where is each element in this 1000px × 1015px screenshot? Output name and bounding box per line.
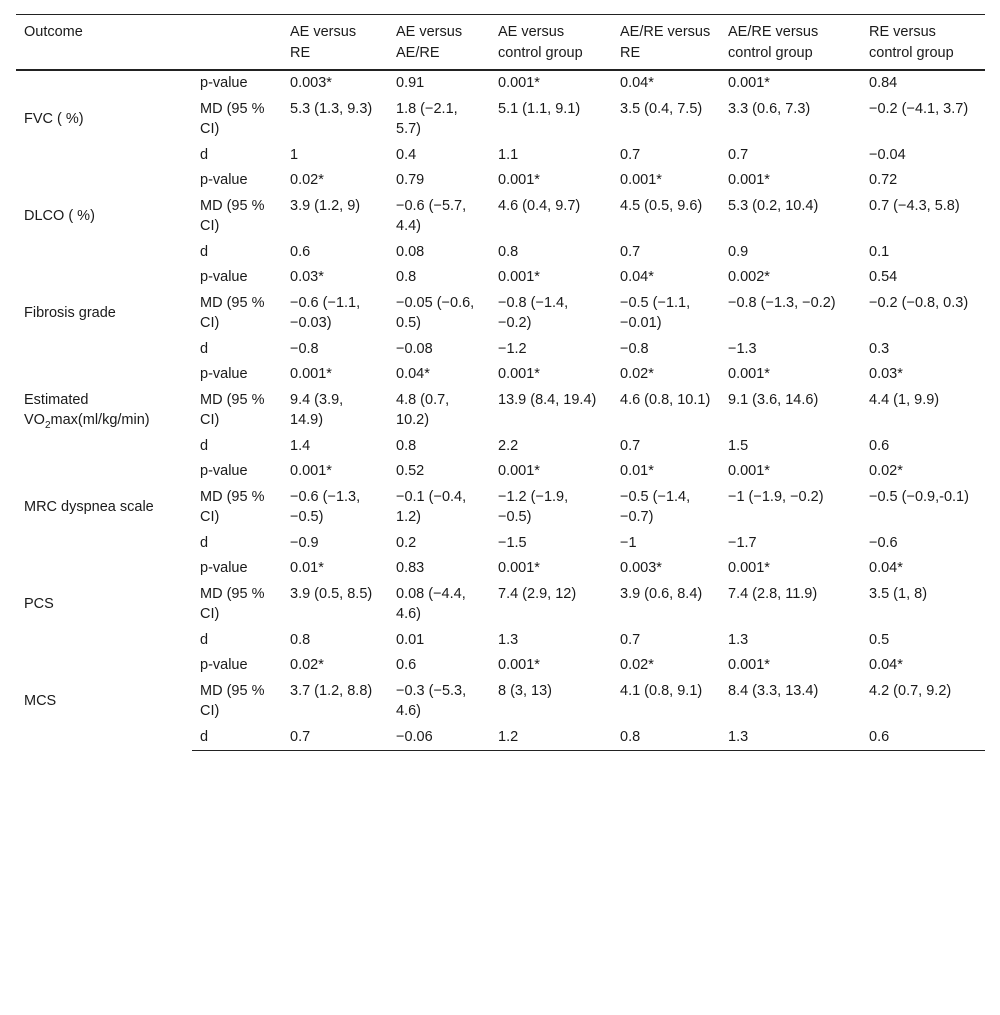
table-cell: −0.8 (−1.4, −0.2) — [498, 294, 569, 331]
table-cell: 2.2 — [498, 437, 519, 454]
table-cell: 9.1 (3.6, 14.6) — [728, 391, 819, 408]
table-body — [16, 70, 985, 751]
table-cell: 0.6 — [869, 437, 890, 454]
statistic-label: MD (95 % CI) — [200, 197, 265, 234]
statistic-label: p-value — [200, 560, 248, 576]
outcome-label: PCS — [24, 595, 54, 612]
table-cell: −1.2 (−1.9, −0.5) — [498, 488, 569, 525]
statistic-label: d — [192, 725, 282, 751]
table-row — [16, 265, 985, 291]
statistic-label: p-value — [200, 269, 248, 285]
table-cell: 0.001* — [498, 463, 540, 479]
table-cell: 0.001* — [498, 172, 540, 188]
table-cell: 0.08 (−4.4, 4.6) — [396, 585, 466, 622]
table-cell: 0.001* — [728, 366, 770, 382]
statistic-label: MD (95 % CI) — [200, 682, 265, 719]
statistic-label: MD (95 % CI) — [200, 585, 265, 622]
table-cell: 0.04* — [620, 75, 654, 91]
table-cell: 0.08 — [396, 243, 425, 260]
table-cell: −0.5 (−0.9,-0.1) — [869, 488, 969, 505]
table-cell: 0.7 (−4.3, 5.8) — [869, 197, 960, 214]
table-cell: 0.6 — [290, 243, 311, 260]
table-cell: −0.6 (−1.1, −0.03) — [290, 294, 361, 331]
table-row — [16, 653, 985, 679]
table-cell: 8 (3, 13) — [498, 682, 552, 699]
table-cell: 0.001* — [498, 75, 540, 91]
table-cell: −0.6 — [869, 534, 898, 551]
table-cell: 0.54 — [869, 269, 898, 285]
table-cell: 0.52 — [396, 463, 425, 479]
table-cell: −1 — [620, 534, 637, 551]
table-cell: 0.79 — [396, 172, 425, 188]
table-cell: 4.2 (0.7, 9.2) — [869, 682, 952, 699]
table-cell: 0.001* — [620, 172, 662, 188]
table-cell: 4.4 (1, 9.9) — [869, 391, 940, 408]
table-cell: −0.3 (−5.3, 4.6) — [396, 682, 467, 719]
outcome-label-text: max(ml/kg/min) — [50, 412, 150, 428]
table-row — [16, 459, 985, 485]
results-table — [16, 14, 985, 751]
table-cell: 0.1 — [869, 243, 890, 260]
table-cell: 1.3 — [728, 631, 749, 648]
outcome-label-subscript: 2 — [44, 419, 51, 431]
statistic-label: p-value — [200, 75, 248, 91]
table-cell: −0.9 — [290, 534, 319, 551]
table-cell: 3.9 (0.6, 8.4) — [620, 585, 703, 602]
table-cell: 0.8 — [612, 725, 720, 751]
table-cell: 0.02* — [620, 366, 654, 382]
table-cell: 0.001* — [498, 560, 540, 576]
table-cell: −0.6 (−1.3, −0.5) — [290, 488, 361, 525]
column-header: AE versus AE/RE — [388, 15, 490, 71]
table-row — [16, 70, 985, 97]
table-cell: 0.7 — [620, 631, 641, 648]
statistic-label: p-value — [200, 463, 248, 479]
table-cell: 0.02* — [290, 172, 324, 188]
table-cell: 1.5 — [728, 437, 749, 454]
table-cell: 1.8 (−2.1, 5.7) — [396, 100, 458, 137]
header-row — [16, 15, 985, 71]
outcome-label: DLCO ( %) — [24, 207, 95, 224]
column-header: AE/RE versus control group — [720, 15, 861, 71]
table-cell: −0.2 (−4.1, 3.7) — [869, 100, 969, 117]
table-cell: 0.001* — [498, 269, 540, 285]
table-cell: 0.001* — [290, 463, 332, 479]
table-cell: 0.02* — [869, 463, 903, 479]
table-cell: 0.001* — [728, 172, 770, 188]
table-cell: 3.9 (0.5, 8.5) — [290, 585, 373, 602]
table-cell: 13.9 (8.4, 19.4) — [498, 391, 597, 408]
table-cell: 4.5 (0.5, 9.6) — [620, 197, 703, 214]
table-cell: −0.8 — [620, 340, 649, 357]
column-header: AE versus RE — [282, 15, 388, 71]
table-cell: 3.5 (1, 8) — [869, 585, 928, 602]
statistic-label: d — [200, 631, 209, 648]
results-table-container — [16, 14, 985, 751]
table-cell: 0.3 — [869, 340, 890, 357]
outcome-label: FVC ( %) — [24, 110, 84, 127]
table-cell: 9.4 (3.9, 14.9) — [290, 391, 344, 428]
table-cell: −0.2 (−0.8, 0.3) — [869, 294, 969, 311]
table-cell: 0.04* — [620, 269, 654, 285]
table-cell: 0.84 — [869, 75, 898, 91]
statistic-label: MD (95 % CI) — [200, 488, 265, 525]
table-cell: 0.04* — [869, 657, 903, 673]
table-cell: 0.001* — [498, 657, 540, 673]
table-cell: −0.05 (−0.6, 0.5) — [396, 294, 475, 331]
outcome-label: MCS — [24, 693, 57, 709]
table-cell: 3.3 (0.6, 7.3) — [728, 100, 811, 117]
statistic-label: p-value — [200, 657, 248, 673]
outcome-label — [16, 362, 192, 459]
table-cell: 1.4 — [290, 437, 311, 454]
table-cell: 0.7 — [620, 243, 641, 260]
table-cell: 1.1 — [498, 146, 519, 163]
statistic-label: d — [200, 146, 209, 163]
outcome-label-text: Estimated VO — [24, 391, 89, 428]
table-cell: 0.001* — [728, 657, 770, 673]
outcome-label: Fibrosis grade — [24, 304, 116, 321]
table-cell: −0.5 (−1.4, −0.7) — [620, 488, 691, 525]
table-cell: 1.3 — [720, 725, 861, 751]
table-cell: −0.8 (−1.3, −0.2) — [728, 294, 836, 311]
statistic-label: MD (95 % CI) — [200, 391, 265, 428]
table-cell: 0.8 — [396, 269, 417, 285]
table-cell: 0.001* — [728, 75, 770, 91]
table-cell: −0.6 (−5.7, 4.4) — [396, 197, 467, 234]
table-cell: 0.7 — [620, 437, 641, 454]
table-cell: 0.5 — [869, 631, 890, 648]
table-cell: 5.3 (1.3, 9.3) — [290, 100, 373, 117]
statistic-label: p-value — [200, 172, 248, 188]
table-cell: 0.83 — [396, 560, 425, 576]
table-cell: −1.5 — [498, 534, 527, 551]
statistic-label: MD (95 % CI) — [200, 294, 265, 331]
table-cell: −1 (−1.9, −0.2) — [728, 488, 824, 505]
column-header: Outcome — [16, 15, 192, 71]
column-header — [192, 15, 282, 71]
table-cell: 7.4 (2.9, 12) — [498, 585, 577, 602]
table-cell: 0.02* — [290, 657, 324, 673]
table-cell: 3.9 (1.2, 9) — [290, 197, 361, 214]
table-cell: 0.001* — [290, 366, 332, 382]
table-cell: 0.001* — [728, 560, 770, 576]
table-cell: 0.04* — [869, 560, 903, 576]
table-cell: 0.7 — [728, 146, 749, 163]
table-cell: 0.2 — [396, 534, 417, 551]
table-cell: 0.003* — [620, 560, 662, 576]
table-cell: 0.8 — [396, 437, 417, 454]
statistic-label: d — [200, 437, 209, 454]
table-cell: −0.06 — [388, 725, 490, 751]
table-row — [16, 168, 985, 194]
table-cell: 4.6 (0.4, 9.7) — [498, 197, 581, 214]
column-header: RE versus control group — [861, 15, 985, 71]
table-cell: 0.001* — [728, 463, 770, 479]
table-cell: 0.8 — [498, 243, 519, 260]
table-cell: 0.001* — [498, 366, 540, 382]
table-cell: 0.01 — [396, 631, 425, 648]
table-cell: 8.4 (3.3, 13.4) — [728, 682, 819, 699]
table-cell: −0.8 — [290, 340, 319, 357]
table-cell: 0.02* — [620, 657, 654, 673]
statistic-label: d — [200, 340, 209, 357]
table-cell: 1.3 — [498, 631, 519, 648]
table-cell: 4.6 (0.8, 10.1) — [620, 391, 711, 408]
table-cell: −0.04 — [869, 146, 906, 163]
table-cell: 0.7 — [620, 146, 641, 163]
table-cell: 0.03* — [869, 366, 903, 382]
statistic-label: d — [200, 534, 209, 551]
table-cell: −0.08 — [396, 340, 433, 357]
table-cell: −0.5 (−1.1, −0.01) — [620, 294, 691, 331]
table-cell: −0.1 (−0.4, 1.2) — [396, 488, 467, 525]
table-cell: 5.1 (1.1, 9.1) — [498, 100, 581, 117]
table-row — [16, 362, 985, 388]
table-cell: 1 — [290, 146, 299, 163]
statistic-label: p-value — [200, 366, 248, 382]
table-cell: 0.003* — [290, 75, 332, 91]
table-cell: 0.002* — [728, 269, 770, 285]
table-cell: 0.6 — [396, 657, 417, 673]
table-cell: 0.03* — [290, 269, 324, 285]
table-cell: 4.8 (0.7, 10.2) — [396, 391, 450, 428]
table-cell: 3.5 (0.4, 7.5) — [620, 100, 703, 117]
statistic-label: d — [200, 243, 209, 260]
table-cell: 0.4 — [396, 146, 417, 163]
table-cell: 0.6 — [861, 725, 985, 751]
column-header: AE/RE versus RE — [612, 15, 720, 71]
table-cell: 0.01* — [620, 463, 654, 479]
table-cell: −1.2 — [498, 340, 527, 357]
table-row — [16, 556, 985, 582]
table-cell: 3.7 (1.2, 8.8) — [290, 682, 373, 699]
table-cell: 1.2 — [490, 725, 612, 751]
table-cell: 5.3 (0.2, 10.4) — [728, 197, 819, 214]
table-cell: 0.8 — [290, 631, 311, 648]
table-cell: 0.9 — [728, 243, 749, 260]
table-cell: 0.04* — [396, 366, 430, 382]
table-cell: 0.01* — [290, 560, 324, 576]
table-cell: 0.72 — [869, 172, 898, 188]
table-cell: 0.91 — [396, 75, 425, 91]
statistic-label: MD (95 % CI) — [200, 100, 265, 137]
table-cell: 0.7 — [282, 725, 388, 751]
table-header — [16, 15, 985, 71]
table-cell: −1.3 — [728, 340, 757, 357]
column-header: AE versus control group — [490, 15, 612, 71]
table-cell: −1.7 — [728, 534, 757, 551]
table-cell: 4.1 (0.8, 9.1) — [620, 682, 703, 699]
outcome-label: MRC dyspnea scale — [24, 498, 154, 515]
table-cell: 7.4 (2.8, 11.9) — [728, 585, 818, 602]
